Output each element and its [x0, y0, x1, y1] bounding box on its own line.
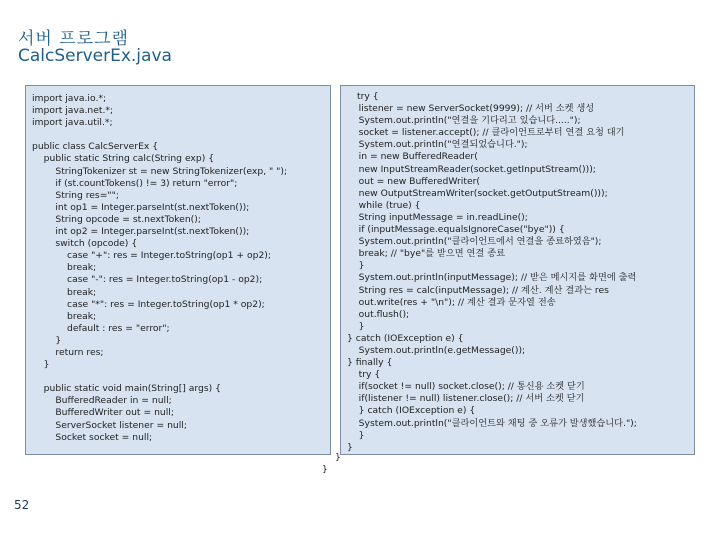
code-line: } catch (IOException e) { [347, 405, 476, 417]
code-line: } [347, 320, 365, 332]
code-line: return res; [32, 346, 104, 358]
code-line: BufferedWriter out = null; [32, 407, 174, 419]
code-line: System.out.println(inputMessage); // 받은 메시지를 화면에 출력 [347, 272, 637, 284]
code-panel-left [25, 85, 331, 455]
slide-title: 서버 프로그램 [18, 29, 129, 49]
code-line: listener = new ServerSocket(9999); // 서버 소켓 생성 [347, 103, 595, 115]
code-line: } [32, 359, 50, 371]
code-line: public class CalcServerEx { [32, 141, 159, 153]
code-closing-brace: } [322, 464, 328, 475]
code-line: ServerSocket listener = null; [32, 419, 187, 431]
code-line: } [347, 441, 353, 453]
code-line: case "+": res = Integer.toString(op1 + op2); [32, 250, 271, 262]
code-line [32, 371, 324, 383]
code-line: } [32, 334, 62, 346]
code-line: out.write(res + "\n"); // 계산 결과 문자열 전송 [347, 296, 556, 308]
code-line: } catch (IOException e) { [347, 332, 464, 344]
code-line: System.out.println("클라이언트에서 연결을 종료하였음"); [347, 236, 602, 248]
code-line: import java.net.*; [32, 105, 114, 117]
code-line: break; // "bye"를 받으면 연결 종료 [347, 248, 505, 260]
code-line: break; [32, 286, 97, 298]
code-line: if (st.countTokens() != 3) return "error"; [32, 177, 238, 189]
code-line: case "*": res = Integer.toString(op1 * op2); [32, 298, 265, 310]
code-line: switch (opcode) { [32, 238, 138, 250]
code-line: } finally { [347, 357, 393, 369]
code-line: break; [32, 262, 97, 274]
code-line: BufferedReader in = null; [32, 395, 172, 407]
code-line: import java.util.*; [32, 117, 113, 129]
code-line: out = new BufferedWriter( [347, 175, 480, 187]
code-line: while (true) { [347, 199, 421, 211]
code-line: new OutputStreamWriter(socket.getOutputStream())); [347, 187, 608, 199]
code-line: if(listener != null) listener.close(); // 서버 소켓 닫기 [347, 393, 585, 405]
code-line: socket = listener.accept(); // 클라이언트로부터 연결 요청 대기 [347, 127, 625, 139]
code-line: StringTokenizer st = new StringTokenizer(exp, " "); [32, 165, 288, 177]
code-line: String inputMessage = in.readLine(); [347, 211, 528, 223]
code-line: int op1 = Integer.parseInt(st.nextToken()); [32, 201, 250, 213]
code-line: public static void main(String[] args) { [32, 383, 222, 395]
code-line: System.out.println("클라이언트와 채팅 중 오류가 발생했습니다."); [347, 417, 637, 429]
code-line [32, 129, 324, 141]
code-line: String res=""; [32, 189, 119, 201]
code-line: String res = calc(inputMessage); // 계산. 계산 결과는 res [347, 284, 609, 296]
code-line: in = new BufferedReader( [347, 151, 478, 163]
code-line: String opcode = st.nextToken(); [32, 213, 201, 225]
code-closing-brace: } [335, 452, 341, 463]
page-number: 52 [14, 498, 30, 512]
code-panel-right [340, 85, 695, 455]
code-line: } [347, 429, 365, 441]
code-line: if(socket != null) socket.close(); // 통신용 소켓 닫기 [347, 381, 585, 393]
code-line: System.out.println("연결을 기다리고 있습니다....."); [347, 115, 581, 127]
code-line: System.out.println("연결되었습니다."); [347, 139, 528, 151]
code-line: System.out.println(e.getMessage()); [347, 344, 526, 356]
code-line: case "-": res = Integer.toString(op1 - op2); [32, 274, 263, 286]
code-line: int op2 = Integer.parseInt(st.nextToken()); [32, 226, 250, 238]
slide-subtitle-filename: CalcServerEx.java [18, 46, 172, 66]
code-line: if (inputMessage.equalsIgnoreCase("bye")) { [347, 224, 565, 236]
code-line: out.flush(); [347, 308, 410, 320]
code-line: Socket socket = null; [32, 431, 153, 443]
code-line: try { [347, 369, 381, 381]
code-line: default : res = "error"; [32, 322, 170, 334]
code-line: } [347, 260, 365, 272]
code-line: public static String calc(String exp) { [32, 153, 215, 165]
code-line: import java.io.*; [32, 93, 107, 104]
code-line: new InputStreamReader(socket.getInputStream())); [347, 163, 596, 175]
code-line: break; [32, 310, 97, 322]
code-line: try { [357, 91, 379, 102]
